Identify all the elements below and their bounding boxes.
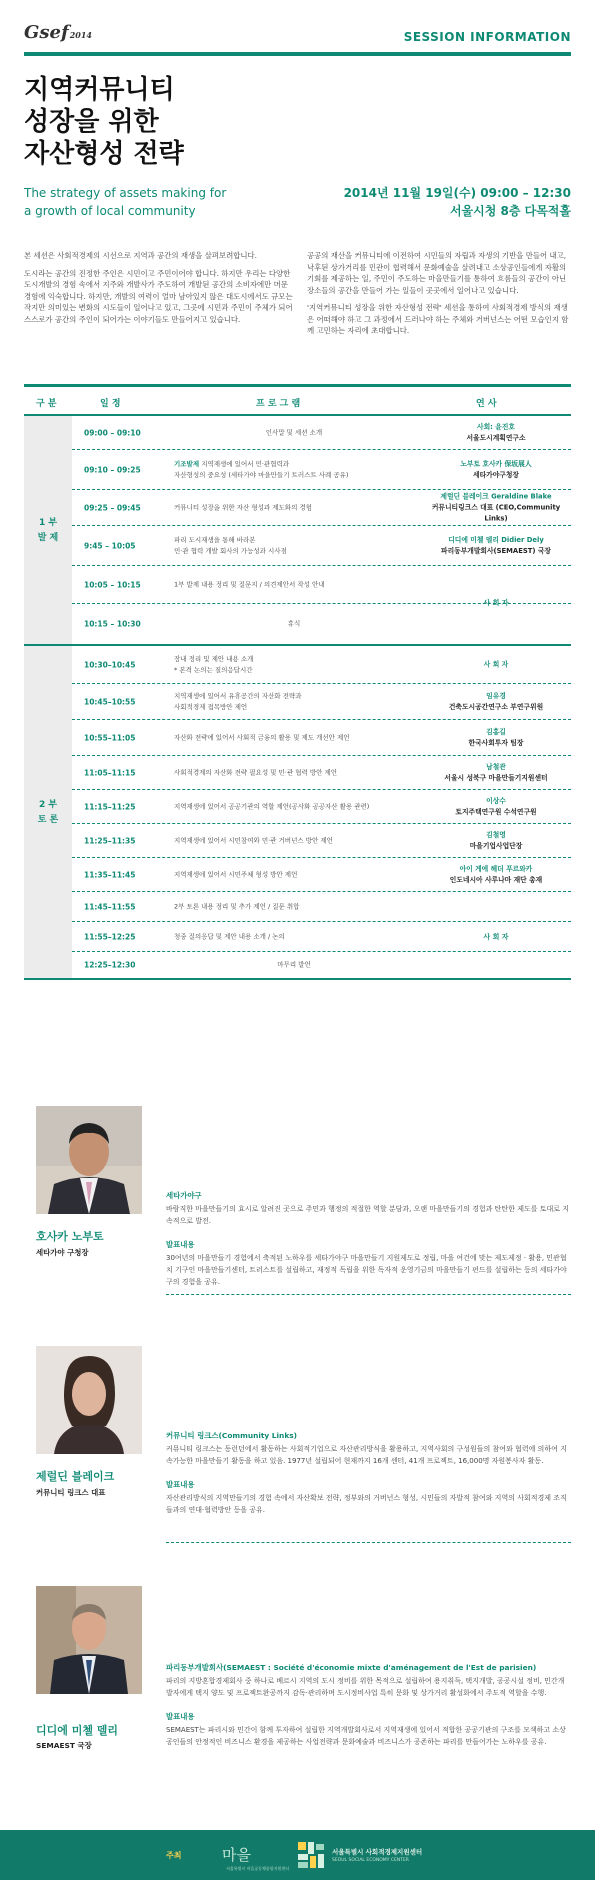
table-row: 12:25–12:30 마무리 발언	[84, 960, 311, 970]
speaker-title: 세타가야 구청장	[36, 1248, 89, 1257]
part-1	[24, 416, 571, 644]
table-row: 9:45 – 10:05 파리 도시재생을 통해 바라본 민·관 협력 개발 회사의 가능성과 시사점 디디에 미첼 델리 Didier Dely 파리동부개발회사(SEMAEST) 국장	[72, 526, 571, 566]
profile-hosaka	[24, 1094, 571, 1314]
speaker-photo	[36, 1586, 142, 1694]
host-label: 주최	[166, 1851, 182, 1860]
table-row: 11:25–11:35 지역재생에 있어서 시민참여와 민·관 거버넌스 방안 제언 김철영 마을기업사업단장	[72, 824, 571, 858]
social-economy-center-name: 서울특별시 사회적경제지원센터	[332, 1848, 423, 1856]
part-divider	[24, 978, 571, 980]
session-place: 서울시청 8층 다목적홀	[449, 204, 571, 218]
table-row: 10:55–11:05 자산화 전략에 있어서 사회적 금융의 활용 및 제도 개선안 제언 김홍길 한국사회투자 팀장	[72, 720, 571, 756]
part-2-label: 2 부 토 론	[24, 646, 72, 978]
table-row: 10:30–10:45 장내 정리 및 제안 내용 소개 * 본격 논의는 질의응답시간 사 회 자	[72, 646, 571, 684]
moderator-label: 사 회 자	[483, 599, 509, 607]
profile-dely	[24, 1574, 571, 1814]
intro-left-column: 본 세션은 사회적경제의 시선으로 지역과 공간의 재생을 살펴보려합니다. 도시라는 공간의 진정한 주인은 시민이고 주민이어야 합니다. 하지만 우리는 다양한 도시개발의 경험 속에서 지주와 개발사가 주도하여 개발된 공간의 소비자에만 머문 경험에 익숙합니다. 하지만, 개발의 여력이 얼마 남아있지 않은 대도시에서도 규모는 작지만 의미있는 변화의 시도들이 일어나고 있고, 그곳에 시민과 주민이 주체가 되어 스스로가 공간의 주인이 되어가는 이야기들도 만들어지고 있습니다.	[24, 251, 293, 324]
profile-blake	[24, 1334, 571, 1554]
maeul-logo-sub: 서울특별시 마을공동체종합지원센터	[226, 1866, 290, 1871]
speaker-name: 호사카 노부토	[36, 1230, 104, 1243]
table-row: 11:05–11:15 사회적경제의 자산화 전략 필요성 및 민·관 협력 방안 제언 남철관 서울시 성북구 마을만들기지원센터	[72, 756, 571, 790]
session-date: 2014년 11월 19일(수) 09:00 – 12:30	[343, 186, 571, 200]
speaker-title: 커뮤니티 링크스 대표	[36, 1488, 106, 1497]
profile-divider	[166, 1294, 571, 1295]
speaker-name: 디디에 미첼 델리	[36, 1724, 119, 1737]
speaker-photo	[36, 1106, 142, 1214]
intro-right-column: 공공의 재산을 커뮤니티에 이전하여 시민들의 자립과 자생의 기반을 만들어 내고, 낙후된 상가거리를 민관이 협력해서 문화예술을 살려내고 소상공인들에게 자활의 기회를 제공하는 일, 주민이 주도하는 마을만들기를 통하여 흐름들의 공간이 아닌 장소들의 공간을 만들어 가는 일들이 곳곳에서 일어나고 있습니다. '지역커뮤니티 성장을 위한 자산형성 전략' 세션을 통하여 사회적경제 방식의 재생은 어떠해야 하고 그 과정에서 드러나야 하는 주체와 거버넌스는 어떤 모습인지 함께 고민하는 자리에 초대합니다.	[307, 251, 569, 335]
schedule-table	[24, 384, 571, 980]
table-row: 10:15 – 10:30 휴식	[84, 619, 301, 629]
session-info-label: SESSION INFORMATION	[403, 30, 571, 44]
footer	[0, 1830, 595, 1880]
table-row: 10:05 – 10:15 1부 발제 내용 정리 및 질문지 / 의견제안서 작성 안내	[72, 566, 571, 604]
maeul-logo: 마을	[222, 1846, 251, 1864]
table-row: 11:35–11:45 지역재생에 있어서 시민주체 형성 방안 제언 아이 게에 헤더 푸르와카 인도네시아 사루나마 재단 총재	[72, 858, 571, 892]
moderator-label: 사 회 자	[483, 933, 509, 941]
table-row: 09:10 – 09:25 기조발제 지역재생에 있어서 민·관협력과 자산형성의 중요성 (세타가야 마을만들기 트러스트 사례 공유) 노부토 호사카 保坂展人 세타가야구청장	[72, 450, 571, 490]
table-row: 10:45–10:55 지역재생에 있어서 유휴공간의 자산화 전략과 사회적경제 접목방안 제언 임유경 건축도시공간연구소 부연구위원	[72, 684, 571, 720]
table-row: 11:15–11:25 지역재생에 있어서 공공기관의 역할 제언(공사화 공공자산 활용 관련) 이상수 토지주택연구원 수석연구원	[72, 790, 571, 824]
table-row: 11:45–11:55 2부 토론 내용 정리 및 추가 제언 / 질문 취합	[72, 892, 571, 922]
table-row: 09:25 – 09:45 커뮤니티 성장을 위한 자산 형성과 제도화의 경험 제럴딘 블레이크 Geraldine Blake 커뮤니티링크스 대표 (CEO,Community Links)	[72, 490, 571, 526]
social-economy-center-logo-icon	[296, 1840, 326, 1870]
speaker-name: 제럴딘 블레이크	[36, 1470, 115, 1483]
speaker-description: 커뮤니티 링크스(Community Links) 커뮤니티 링크스는 동런던에서 활동하는 사회적기업으로 자산관리방식을 활용하고, 지역사회의 구성원들의 참여와 협력에 의하여 지속가능한 마을만들기 활동을 하고 있음. 1977년 설립되어 현재까지 16개 센터, 41개 프로젝트, 16,000명 자원봉사자 활동. 발표내용 자산관리방식의 지역만들기의 경험 속에서 자산확보 전략, 정부와의 거버넌스 형성, 시민들의 자발적 참여와 지역의 사회적경제 조직들과의 연대·협력방안 등을 공유.	[166, 1431, 567, 1514]
table-row: 11:55–12:25 청중 질의응답 및 제안 내용 소개 / 논의	[72, 922, 571, 952]
social-economy-center-english: SEOUL SOCIAL ECONOMY CENTER	[332, 1858, 409, 1863]
profile-divider	[166, 1542, 571, 1543]
page-title: 지역커뮤니티 성장을 위한 자산형성 전략	[24, 75, 184, 169]
part-2	[24, 646, 571, 978]
header	[0, 0, 595, 60]
table-row: 09:00 – 09:10 인사말 및 세션 소개 사회: 윤진호 서울도시계획연구소	[72, 416, 571, 450]
english-subtitle: The strategy of assets making for a growth of local community	[24, 186, 227, 218]
speaker-description: 파리동부개발회사(SEMAEST : Société d'économie mixte d'aménagement de l'Est de parisien) 파리의 지방혼합경제회사 중 하나로 베르시 지역의 도시 정비를 위한 목적으로 설립하여 용지취득, 택지개발, 공공시설 정비, 민간개발자에게 택지 양도 및 프로젝트완공까지 감독·관리하며 도시정비사업 특히 문화 및 상가거리 활성화에서 주도적 역할을 수행. 발표내용 SEMAEST는 파리시와 민간이 함께 투자하여 설립한 지역개발회사로서 지역재생에 있어서 적합한 공공기관의 구조를 모색하고 소상공인들의 안정적인 비즈니스 환경을 제공하는 사업전략과 문화예술과 비즈니스가 공존하는 파리를 만들어가는 노하우를 공유.	[166, 1663, 566, 1746]
schedule-header: 구 분 일 정 프 로 그 램 연 사	[24, 384, 571, 416]
header-rule	[24, 52, 571, 56]
speaker-title: SEMAEST 국장	[36, 1741, 92, 1750]
speaker-description: 세타가야구 바람직한 마을만들기의 효시로 알려진 곳으로 주민과 행정의 적절한 역할 분담과, 오랜 마을만들기의 경험과 탄탄한 제도를 토대로 지속적으로 발전. 발표내용 30여년의 마을만들기 경험에서 축적된 노하우를 세타가야구 마을만들기 지원제도로 정립, 마을 여건에 맞는 제도제정 · 활용, 민관협치 기구인 마을만들기센터, 트러스트를 설립하고, 재정적 독립을 위한 독자적 운영기금의 마을만들기 펀드를 설립하는 등의 세타가야구의 경험을 공유.	[166, 1191, 569, 1286]
speaker-photo	[36, 1346, 142, 1454]
part-1-label: 1 부 발 제	[24, 416, 72, 644]
gsef-logo: Gsef2014	[24, 22, 92, 43]
